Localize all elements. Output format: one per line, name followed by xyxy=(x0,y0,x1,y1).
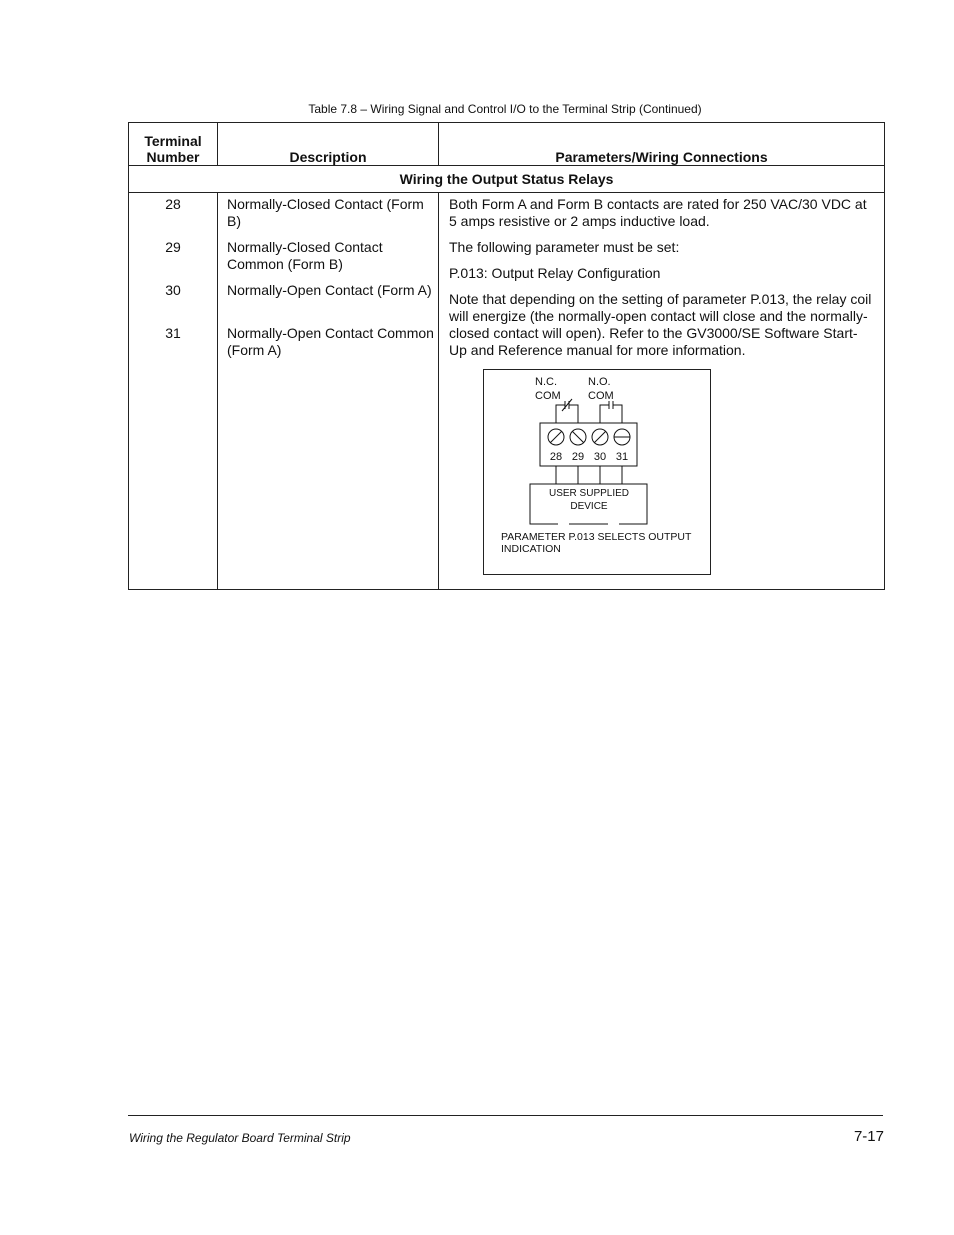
terminal-number: 31 xyxy=(165,325,181,341)
page-number: 7-17 xyxy=(853,1128,884,1145)
terminal-description: Normally-Closed Contact Common (Form B) xyxy=(227,239,383,272)
header-parameters: Parameters/Wiring Connections xyxy=(439,123,885,166)
header-terminal-number: Terminal Number xyxy=(129,123,218,166)
header-description: Description xyxy=(218,123,439,166)
parameters-column xyxy=(439,193,885,590)
terminal-number: 28 xyxy=(165,196,181,212)
nc-contact-symbol xyxy=(556,399,578,423)
terminal-label: 30 xyxy=(593,451,607,463)
terminal-label: 28 xyxy=(549,451,563,463)
terminal-description: Normally-Open Contact (Form A) xyxy=(227,282,432,298)
no-com-label: COM xyxy=(588,390,614,402)
paragraph-note: Note that depending on the setting of parameter P.013, the relay coil will energize (the normally-open contact will close and the normally-closed contact will open). Refer to the GV3000/SE Software Start-Up and Reference manual for more information. xyxy=(449,291,872,358)
relay-wiring-diagram xyxy=(483,369,711,575)
footer-section-title: Wiring the Regulator Board Terminal Strip xyxy=(129,1131,351,1145)
terminal-number: 29 xyxy=(165,239,181,255)
terminal-label: 29 xyxy=(571,451,585,463)
table-caption: Table 7.8 – Wiring Signal and Control I/O to the Terminal Strip (Continued) xyxy=(308,102,702,116)
device-label-2: DEVICE xyxy=(570,501,608,512)
terminal-label: 31 xyxy=(615,451,629,463)
terminal-description: Normally-Closed Contact (Form B) xyxy=(227,196,424,229)
device-wires xyxy=(556,466,622,484)
wiring-table xyxy=(128,122,885,590)
relay-wiring-svg xyxy=(484,370,710,574)
terminal-number-column xyxy=(129,193,218,590)
terminal-number: 30 xyxy=(165,282,181,298)
diagram-note-2: INDICATION xyxy=(501,543,561,555)
diagram-note-1: PARAMETER P.013 SELECTS OUTPUT xyxy=(501,531,692,543)
description-column xyxy=(218,193,439,590)
no-contact-symbol xyxy=(600,401,622,423)
section-title: Wiring the Output Status Relays xyxy=(129,166,885,193)
footer-divider xyxy=(128,1115,883,1116)
paragraph-parameter: P.013: Output Relay Configuration xyxy=(449,265,661,281)
paragraph-parameter-intro: The following parameter must be set: xyxy=(449,239,680,255)
nc-com-label: COM xyxy=(535,390,561,402)
paragraph-rating: Both Form A and Form B contacts are rated for 250 VAC/30 VDC at 5 amps resistive or 2 amps inductive load. xyxy=(449,196,867,229)
device-label-1: USER SUPPLIED xyxy=(548,488,630,499)
terminal-description: Normally-Open Contact Common (Form A) xyxy=(227,325,434,358)
no-label: N.O. xyxy=(588,376,611,388)
nc-label: N.C. xyxy=(535,376,557,388)
